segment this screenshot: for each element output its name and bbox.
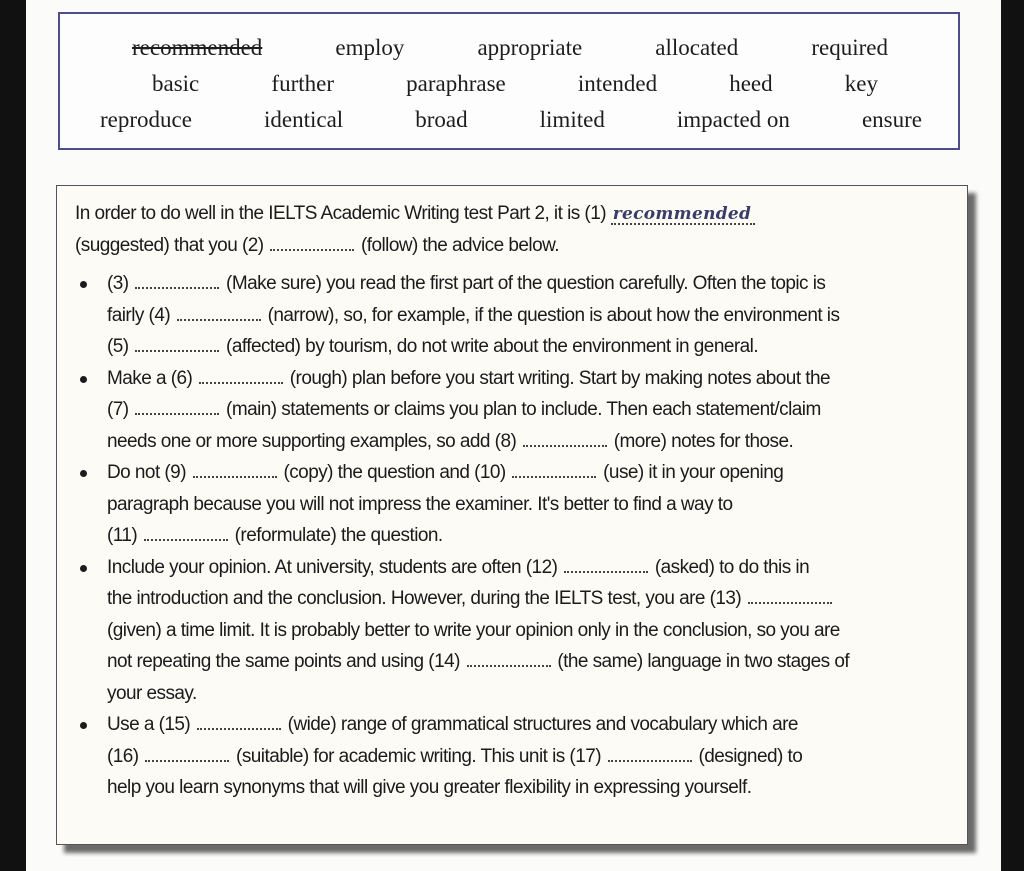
answer-gap[interactable] bbox=[145, 746, 229, 762]
text-run: (11) bbox=[107, 525, 142, 546]
word-bank-word: broad bbox=[415, 107, 468, 132]
handwritten-answer[interactable]: recommended bbox=[611, 205, 756, 225]
exercise-box bbox=[56, 185, 968, 845]
answer-gap[interactable] bbox=[135, 399, 219, 415]
text-run: (rough) plan before you start writing. Start by making notes about the bbox=[285, 367, 831, 389]
text-run: (more) notes for those. bbox=[608, 430, 794, 452]
answer-gap[interactable] bbox=[144, 525, 228, 541]
text-run: (designed) to bbox=[693, 745, 803, 767]
exercise-text bbox=[75, 198, 955, 804]
text-run: Use a (15) bbox=[107, 714, 195, 735]
answer-gap[interactable] bbox=[177, 305, 261, 321]
answer-gap[interactable] bbox=[564, 557, 648, 573]
word-bank-word: identical bbox=[264, 107, 344, 132]
word-bank-word: recommended bbox=[132, 35, 263, 60]
word-bank-row bbox=[60, 102, 958, 138]
word-bank-word: key bbox=[844, 71, 878, 96]
word-bank-word: reproduce bbox=[100, 107, 192, 132]
text-run: help you learn synonyms that will give you greater flexibility in expressing yourself. bbox=[107, 777, 752, 798]
word-bank-word: impacted on bbox=[676, 107, 790, 132]
word-bank-word: heed bbox=[729, 71, 773, 96]
word-bank-word: limited bbox=[539, 107, 605, 132]
text-run: the introduction and the conclusion. However, during the IELTS test, you are (13) bbox=[107, 588, 746, 609]
answer-gap[interactable] bbox=[193, 462, 277, 478]
text-run: (Make sure) you read the first part of the question carefully. Often the topic is bbox=[221, 273, 826, 294]
intro-paragraph bbox=[75, 198, 955, 261]
advice-bullet bbox=[75, 709, 955, 804]
word-bank-word: required bbox=[811, 35, 888, 60]
word-bank-word: intended bbox=[577, 71, 658, 96]
text-run: Do not (9) bbox=[107, 462, 191, 483]
text-run: (suggested) that you (2) bbox=[75, 234, 269, 256]
answer-gap[interactable] bbox=[135, 336, 219, 352]
word-bank-word: ensure bbox=[861, 107, 922, 132]
text-run: your essay. bbox=[107, 682, 197, 704]
word-bank-word: further bbox=[271, 71, 334, 96]
text-run: (given) a time limit. It is probably better to write your opinion only in the conclusion, so you are bbox=[107, 619, 840, 641]
text-run: not repeating the same points and using (14) bbox=[107, 651, 465, 672]
textbook-page bbox=[26, 0, 1001, 871]
answer-gap[interactable] bbox=[512, 462, 596, 478]
word-bank-row bbox=[60, 30, 958, 66]
text-run: (narrow), so, for example, if the question is about how the environment is bbox=[262, 304, 840, 326]
advice-bullet bbox=[75, 268, 955, 363]
text-run: paragraph because you will not impress the examiner. It's better to find a way to bbox=[107, 493, 733, 515]
answer-gap[interactable] bbox=[608, 746, 692, 762]
text-run: (3) bbox=[107, 273, 134, 294]
advice-list bbox=[75, 268, 955, 804]
answer-gap[interactable] bbox=[523, 431, 607, 447]
word-bank-word: paraphrase bbox=[406, 71, 506, 96]
text-run: (follow) the advice below. bbox=[356, 234, 559, 256]
word-bank-word: employ bbox=[335, 35, 405, 60]
text-run: Make a (6) bbox=[107, 367, 198, 389]
text-run: fairly (4) bbox=[107, 304, 175, 326]
word-bank-box bbox=[58, 12, 960, 150]
text-run: Include your opinion. At university, students are often (12) bbox=[107, 556, 563, 578]
text-run: (the same) language in two stages of bbox=[552, 651, 850, 672]
answer-gap[interactable] bbox=[135, 273, 219, 289]
advice-bullet bbox=[75, 457, 955, 552]
text-run: needs one or more supporting examples, so add (8) bbox=[107, 430, 521, 452]
word-bank-row bbox=[60, 66, 958, 102]
advice-bullet bbox=[75, 552, 955, 710]
text-run: (use) it in your opening bbox=[598, 462, 784, 483]
answer-gap[interactable] bbox=[199, 368, 283, 384]
text-run: (reformulate) the question. bbox=[229, 525, 443, 546]
text-run: (suitable) for academic writing. This unit is (17) bbox=[231, 745, 606, 767]
answer-gap[interactable] bbox=[748, 588, 832, 604]
text-run: (main) statements or claims you plan to include. Then each statement/claim bbox=[221, 399, 821, 420]
text-run: (asked) to do this in bbox=[650, 556, 810, 578]
word-bank-word: basic bbox=[152, 71, 200, 96]
text-run: In order to do well in the IELTS Academic Writing test Part 2, it is (1) bbox=[75, 203, 611, 224]
advice-bullet bbox=[75, 363, 955, 458]
text-run: (wide) range of grammatical structures and vocabulary which are bbox=[282, 714, 798, 735]
word-bank-word: appropriate bbox=[477, 35, 583, 60]
text-run: (5) bbox=[107, 336, 134, 357]
text-run: (16) bbox=[107, 745, 144, 767]
text-run: (7) bbox=[107, 399, 134, 420]
answer-gap[interactable] bbox=[467, 651, 551, 667]
text-run: (copy) the question and (10) bbox=[278, 462, 511, 483]
answer-gap[interactable] bbox=[270, 235, 354, 251]
text-run: (affected) by tourism, do not write about the environment in general. bbox=[221, 336, 759, 357]
word-bank-word: allocated bbox=[655, 35, 739, 60]
answer-gap[interactable] bbox=[197, 714, 281, 730]
